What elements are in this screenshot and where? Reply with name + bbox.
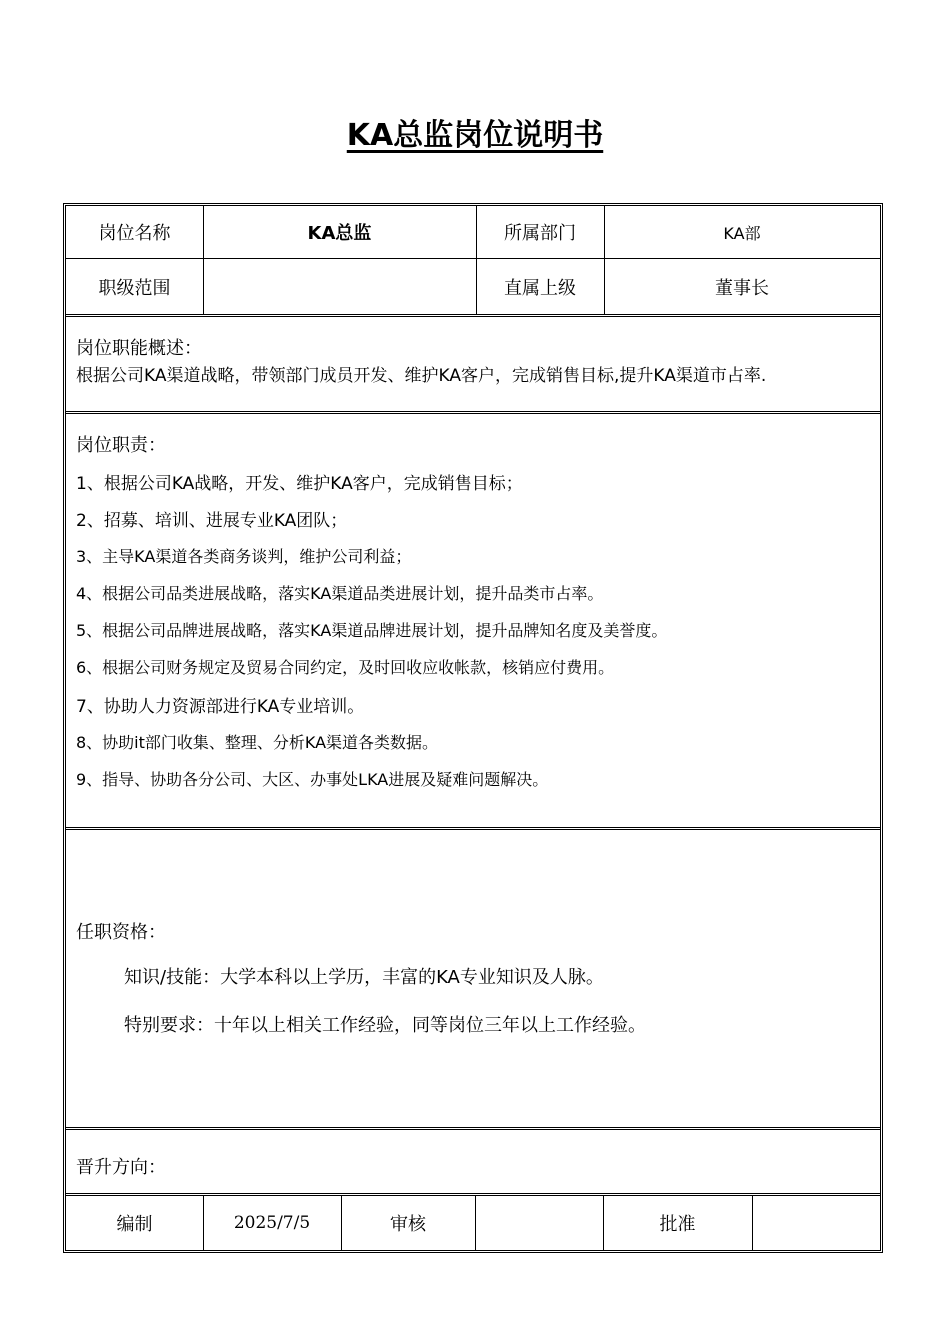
post-name-value: KA总监 bbox=[307, 223, 372, 244]
col-divider bbox=[203, 206, 204, 315]
duty-item: 6、根据公司财务规定及贸易合同约定，及时回收应收帐款，核销应付费用。 bbox=[76, 658, 615, 677]
col-divider bbox=[341, 1195, 342, 1251]
duty-item: 3、主导KA渠道各类商务谈判，维护公司利益； bbox=[76, 547, 412, 566]
col-divider bbox=[476, 206, 477, 315]
col-divider bbox=[752, 1195, 753, 1251]
dept-value: KA部 bbox=[723, 223, 761, 243]
superior-value: 董事长 bbox=[715, 277, 769, 299]
post-name-label: 岗位名称 bbox=[98, 223, 171, 244]
qualification-special: 特别要求：十年以上相关工作经验，同等岗位三年以上工作经验。 bbox=[124, 1015, 646, 1036]
level-value bbox=[203, 258, 476, 315]
overview-text: 根据公司KA渠道战略，带领部门成员开发、维护KA客户，完成销售目标,提升KA渠道市占率. bbox=[76, 366, 767, 386]
duty-item: 8、协助it部门收集、整理、分析KA渠道各类数据。 bbox=[76, 733, 439, 752]
superior-label: 直属上级 bbox=[504, 277, 576, 299]
approve-value bbox=[752, 1195, 880, 1250]
document-title: KA总监岗位说明书 bbox=[346, 118, 604, 153]
editor-label: 编制 bbox=[116, 1213, 153, 1235]
duty-item: 2、招募、培训、进展专业KA团队； bbox=[76, 511, 348, 531]
qualifications-heading: 任职资格： bbox=[76, 922, 166, 943]
qualification-knowledge: 知识/技能：大学本科以上学历，丰富的KA专业知识及人脉。 bbox=[124, 967, 604, 988]
level-label: 职级范围 bbox=[98, 277, 171, 299]
section-divider bbox=[66, 1127, 880, 1130]
col-divider bbox=[475, 1195, 476, 1251]
promotion-heading: 晋升方向： bbox=[76, 1157, 166, 1178]
dept-label: 所属部门 bbox=[504, 223, 576, 244]
job-description-table bbox=[63, 203, 883, 1253]
duties-heading: 岗位职责： bbox=[76, 435, 166, 456]
section-divider bbox=[66, 314, 880, 317]
duty-item: 7、协助人力资源部进行KA专业培训。 bbox=[76, 697, 365, 717]
date-value: 2025/7/5 bbox=[233, 1212, 311, 1233]
review-label: 审核 bbox=[390, 1213, 426, 1235]
review-value bbox=[475, 1195, 603, 1250]
duty-item: 4、根据公司品类进展战略，落实KA渠道品类进展计划，提升品类市占率。 bbox=[76, 584, 604, 603]
section-divider bbox=[66, 411, 880, 414]
duty-item: 1、根据公司KA战略，开发、维护KA客户，完成销售目标； bbox=[76, 474, 523, 494]
col-divider bbox=[604, 206, 605, 315]
section-divider bbox=[66, 827, 880, 830]
col-divider bbox=[203, 1195, 204, 1251]
col-divider bbox=[603, 1195, 604, 1251]
duty-item: 5、根据公司品牌进展战略，落实KA渠道品牌进展计划，提升品牌知名度及美誉度。 bbox=[76, 621, 668, 640]
approve-label: 批准 bbox=[659, 1213, 696, 1235]
duty-item: 9、指导、协助各分公司、大区、办事处LKA进展及疑难问题解决。 bbox=[76, 770, 549, 789]
overview-heading: 岗位职能概述： bbox=[76, 338, 202, 359]
